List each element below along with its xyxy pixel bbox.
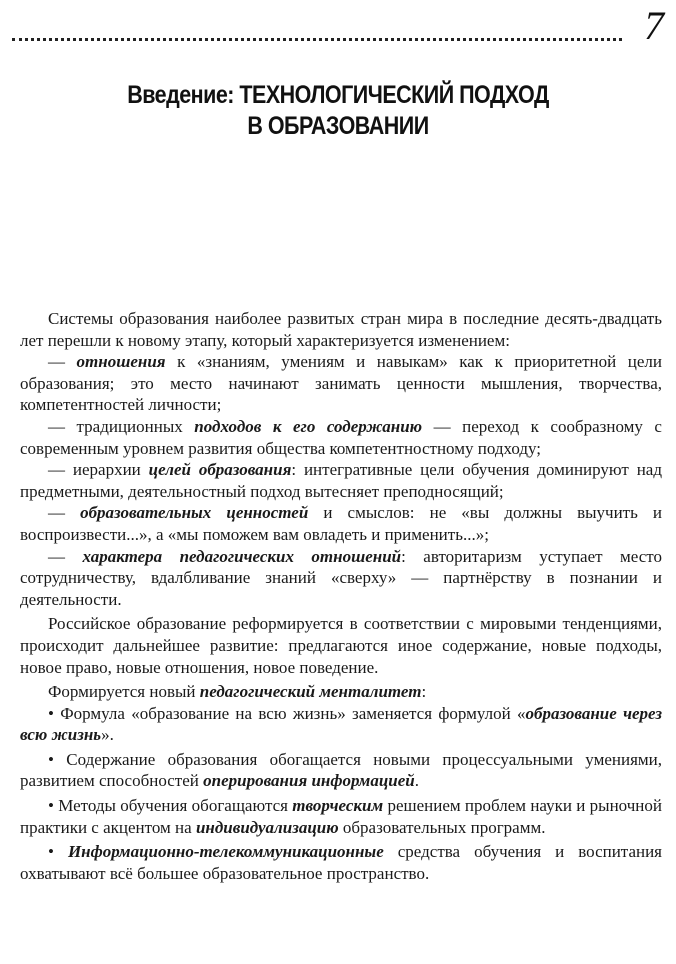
paragraph-reform: Российское образование реформируется в соответствии с мировыми тенденциями, происходит дальнейшее развитие: предлагаются иное содержание, новые подходы, новое право, новые отношения, новое поведение. xyxy=(20,614,662,677)
chapter-title-line-1: Введение: ТЕХНОЛОГИЧЕСКИЙ ПОДХОД xyxy=(127,81,549,109)
emphasis: оперирования информацией xyxy=(203,771,415,791)
emphasis: образование через всю жизнь xyxy=(20,703,663,745)
text: ». xyxy=(101,725,114,745)
text: : авторитаризм уступает место сотрудничеству, вдалбливание знаний «сверху» — партнёрству в познании и деятельности. xyxy=(20,546,662,609)
text: решением проблем науки и рыночной практики с акцентом на xyxy=(20,796,662,837)
emphasis: характера педагогических отношений xyxy=(82,546,402,566)
list-item-approaches xyxy=(20,416,662,459)
text: — xyxy=(48,503,81,523)
bullet-methods xyxy=(20,795,662,838)
list-item-attitude xyxy=(20,351,662,416)
list-item-values xyxy=(20,502,662,545)
text: — xyxy=(48,352,77,372)
emphasis: творческим xyxy=(292,796,384,816)
bullet-formula xyxy=(20,703,662,746)
text: к «знаниям, умениям и навыкам» как к приоритетной цели образования; это место начинают занимать ценности мышления, творчества, компетентностей личности; xyxy=(20,352,662,415)
text: : xyxy=(421,682,427,702)
paragraph-mentality xyxy=(20,681,662,703)
text: — переход к сообразному с современным уровнем развития общества компетентностному подходу; xyxy=(20,416,662,458)
text: • Методы обучения обогащаются xyxy=(48,796,293,816)
text: — xyxy=(48,546,83,566)
dotted-rule xyxy=(12,38,622,41)
list-item-relations xyxy=(20,546,662,611)
text: : интегративные цели обучения доминируют над предметными, деятельностный подход вытесняет преподносящий; xyxy=(20,460,662,501)
emphasis: целей образования xyxy=(148,460,292,480)
text: . xyxy=(414,771,419,791)
emphasis: индивидуализацию xyxy=(195,817,339,837)
page-number: 7 xyxy=(644,3,664,48)
text: — традиционных xyxy=(48,416,195,436)
bullet-content xyxy=(20,749,662,792)
text: • Формула «образование на всю жизнь» заменяется формулой « xyxy=(48,703,526,723)
list-item-goals xyxy=(20,459,662,502)
text: — иерархии xyxy=(48,460,149,480)
body-text xyxy=(20,308,662,884)
text: Формируется новый xyxy=(48,682,200,702)
bullet-ict xyxy=(20,841,662,884)
emphasis: образовательных ценностей xyxy=(80,503,309,523)
text: образовательных программ. xyxy=(338,817,546,837)
paragraph-intro: Системы образования наиболее развитых стран мира в последние десять-двадцать лет перешли к новому этапу, который характеризуется изменением: xyxy=(20,309,662,350)
emphasis: подходов к его содержанию xyxy=(194,416,423,436)
emphasis: Информационно-телекоммуникационные xyxy=(67,842,384,862)
text: • Содержание образования обогащается новыми процессуальными умениями, развитием способностей xyxy=(20,749,662,791)
emphasis: педагогический менталитет xyxy=(199,682,422,702)
chapter-title xyxy=(47,80,628,142)
chapter-title-line-2: В ОБРАЗОВАНИИ xyxy=(247,112,429,140)
text: и смыслов: не «вы должны выучить и воспроизвести...», а «мы поможем вам овладеть и применить...»; xyxy=(20,503,663,544)
emphasis: отношения xyxy=(76,352,166,372)
text: • xyxy=(48,842,68,862)
running-head xyxy=(12,3,664,50)
text: средства обучения и воспитания охватывают всё большее образовательное пространство. xyxy=(20,842,663,883)
